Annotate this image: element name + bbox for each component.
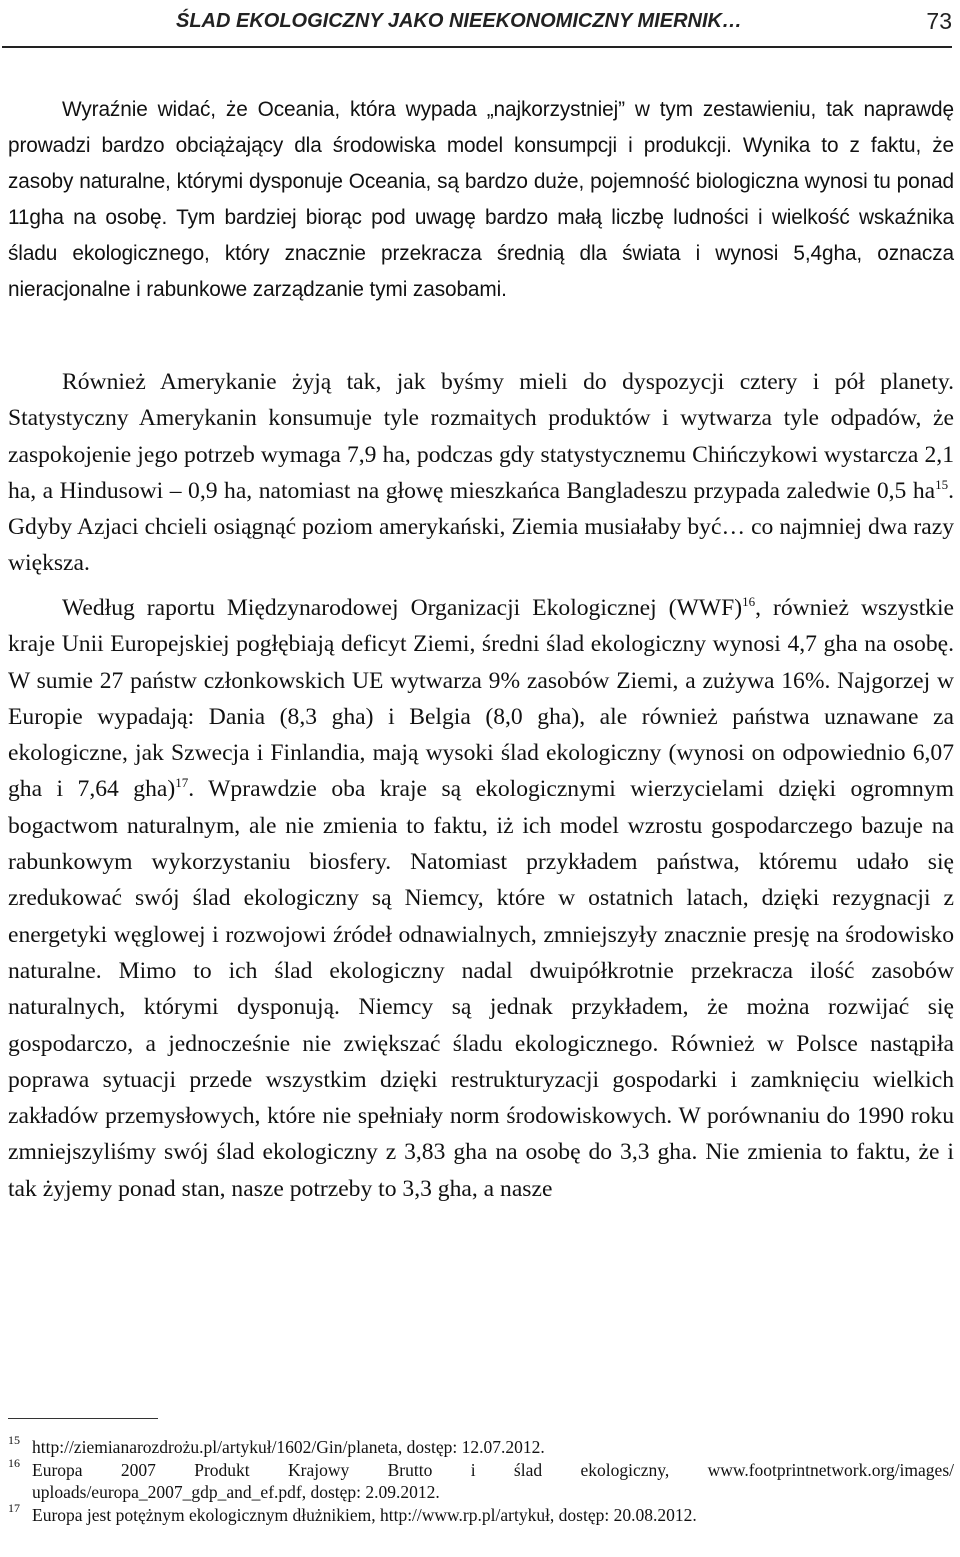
footnote-number: 15 (8, 1433, 20, 1447)
running-header (0, 6, 952, 38)
footnote-17 (8, 1500, 954, 1527)
footnote-15 (8, 1433, 954, 1459)
footnote-ref-16[interactable]: 16 (742, 594, 756, 610)
paragraph-text: Według raportu Międzynarodowej Organizacji Ekologicznej (WWF) (62, 595, 743, 621)
footnote-ref-15[interactable]: 15 (935, 477, 949, 493)
paragraph-wwf (8, 590, 954, 1207)
paragraph-text: . Wprawdzie oba kraje są ekologicznymi wierzycielami dzięki ogromnym bogactwom naturalnym, ale nie zmienia to faktu, iż ich model wzrostu gospodarczego bazuje na rabunkowym wykorzystaniu biosfery. Natomiast przykładem państwa, któremu udało się zredukować swój ślad ekologiczny są Niemcy, które w ostatnich latach, dzięki rezygnacji z energetyki węglowej i rozwojowi źródeł odnawialnych, zmniejszyły znacznie presję na środowisko naturalne. Mimo to ich ślad ekologiczny nadal dwuipółkrotnie przekracza ilość zasobów naturalnych, którymi dysponują. Niemcy są jednak przykładem, że można rozwijać się gospodarczo, a jednocześnie nie zwiększać śladu ekologicznego. Również w Polsce nastąpiła poprawa sytuacji przede wszystkim dzięki restrukturyzacji gospodarki i zamknięciu wielkich zakładów przemysłowych, które nie spełniały norm środowiskowych. W porównaniu do 1990 roku zmniejszyliśmy swój ślad ekologiczny z 3,83 gha na osobę do 3,3 gha. Nie zmienia to faktu, że i tak żyjemy ponad stan, nasze potrzeby to 3,3 gha, a nasze (8, 776, 955, 1202)
footnote-ref-17[interactable]: 17 (175, 775, 189, 791)
paragraph-text: . Gdyby Azjaci chcieli osiągnąć poziom amerykański, Ziemia musiałaby być… co najmniej dwa razy większa. (8, 477, 954, 577)
footnote-16 (8, 1455, 954, 1504)
paragraph-text: Wyraźnie widać, że Oceania, która wypada „najkorzystniej” w tym zestawieniu, tak naprawdę prowadzi bardzo obciążający dla środowiska model konsumpcji i produkcji. Wynika to z faktu, że zasoby naturalne, którymi dysponuje Oceania, są bardzo duże, pojemność biologiczna wynosi tu ponad 11gha na osobę. Tym bardziej biorąc pod uwagę bardzo małą liczbę ludności i wielkość wskaźnika śladu ekologicznego, który znacznie przekracza średnią dla świata i wynosi 5,4gha, oznacza nieracjonalne i rabunkowe zarządzanie tymi zasobami. (8, 98, 954, 301)
paragraph-text: Również Amerykanie żyją tak, jak byśmy mieli do dyspozycji cztery i pół planety. Statystyczny Amerykanin konsumuje tyle rozmaitych produktów i wytwarza tyle odpadów, że zaspokojenie jego potrzeb wymaga 7,9 ha, podczas gdy statystycznemu Chińczykowi wystarcza 2,1 ha, a Hindusowi – 0,9 ha, natomiast na głowę mieszkańca Bangladeszu przypada zaledwie 0,5 ha (8, 369, 954, 504)
footnote-text: Europa 2007 Produkt Krajowy Brutto i ślad ekologiczny, www.footprintnetwork.org/images/ uploads/europa_2007_gdp_and_ef.pdf, dostęp: 2.09.2012. (32, 1459, 954, 1502)
footnotes (8, 1433, 954, 1526)
footnote-separator (8, 1418, 158, 1419)
paragraph-text: , również wszystkie kraje Unii Europejskiej pogłębiają deficyt Ziemi, średni ślad ekologiczny wynosi 4,7 gha na osobę. W sumie 27 państw członkowskich UE wytwarza 9% zasobów Ziemi, a zużywa 16%. Najgorzej w Europie wypadają: Dania (8,3 gha) i Belgia (8,0 gha), ale również państwa uznawane za ekologiczne, jak Szwecja i Finlandia, mają wysoki ślad ekologiczny (wynosi on odpowiednio 6,07 gha i 7,64 gha) (8, 595, 955, 803)
paragraph-oceania (8, 92, 954, 308)
header-rule (2, 46, 952, 48)
footnote-text: http://ziemianarozdrożu.pl/artykuł/1602/Gin/planeta, dostęp: 12.07.2012. (32, 1437, 545, 1457)
footnote-number: 16 (8, 1455, 20, 1470)
running-title: ŚLAD EKOLOGICZNY JAKO NIEEKONOMICZNY MIERNIK… (176, 10, 742, 32)
page-number: 73 (926, 8, 952, 34)
paragraph-americans (8, 364, 954, 582)
footnote-text: Europa jest potężnym ekologicznym dłużnikiem, http://www.rp.pl/artykuł, dostęp: 20.08.2012. (32, 1504, 697, 1525)
footnote-number: 17 (8, 1500, 20, 1515)
